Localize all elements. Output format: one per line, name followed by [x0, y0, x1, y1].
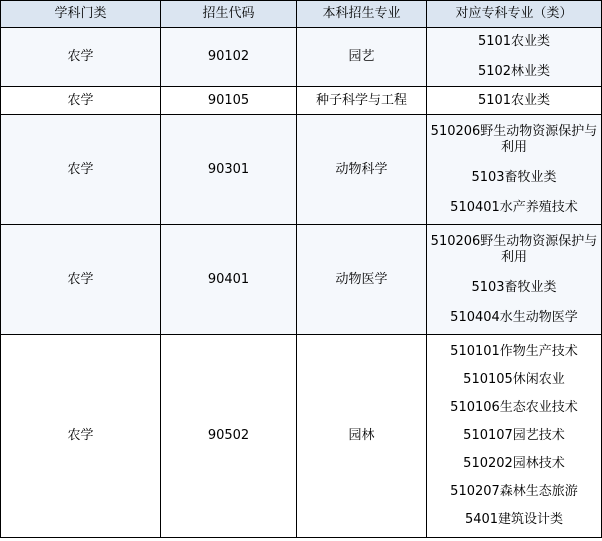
related-major-item: 510106生态农业技术 [450, 400, 578, 415]
header-row [1, 1, 602, 28]
code-cell: 90105 [161, 87, 297, 115]
table-row [1, 335, 602, 538]
related-majors-cell [427, 225, 602, 335]
table-row [1, 87, 602, 115]
related-major-item: 5101农业类 [477, 34, 551, 49]
major-cell: 动物科学 [297, 115, 427, 225]
category-cell: 农学 [1, 28, 161, 87]
header-category: 学科门类 [1, 1, 161, 28]
code-cell: 90102 [161, 28, 297, 87]
code-cell: 90502 [161, 335, 297, 538]
major-cell: 园艺 [297, 28, 427, 87]
category-cell: 农学 [1, 87, 161, 115]
related-major-item: 510401水产养殖技术 [450, 199, 578, 215]
related-majors-cell [427, 115, 602, 225]
related-major-item: 510101作物生产技术 [450, 344, 578, 359]
related-majors-cell [427, 87, 602, 115]
related-major-item: 510404水生动物医学 [450, 309, 578, 325]
category-cell: 农学 [1, 115, 161, 225]
major-cell: 动物医学 [297, 225, 427, 335]
table-row [1, 28, 602, 87]
related-major-item: 5103畜牧业类 [471, 169, 557, 185]
header-major: 本科招生专业 [297, 1, 427, 28]
major-cell: 园林 [297, 335, 427, 538]
header-code: 招生代码 [161, 1, 297, 28]
related-major-item: 5103畜牧业类 [471, 279, 557, 295]
related-major-item: 5401建筑设计类 [464, 512, 564, 527]
related-major-item: 510207森林生态旅游 [450, 484, 578, 499]
related-major-item: 510107园艺技术 [463, 428, 565, 443]
major-cell: 种子科学与工程 [297, 87, 427, 115]
related-major-item: 510206野生动物资源保护与利用 [430, 233, 598, 265]
related-major-item: 5102林业类 [477, 64, 551, 79]
category-cell: 农学 [1, 335, 161, 538]
table-row [1, 115, 602, 225]
related-major-item: 510206野生动物资源保护与利用 [430, 123, 598, 155]
related-major-item: 510105休闲农业 [463, 372, 565, 387]
category-cell: 农学 [1, 225, 161, 335]
related-majors-cell [427, 28, 602, 87]
related-major-item: 510202园林技术 [463, 456, 565, 471]
code-cell: 90401 [161, 225, 297, 335]
header-related-majors: 对应专科专业（类） [427, 1, 602, 28]
code-cell: 90301 [161, 115, 297, 225]
related-majors-cell [427, 335, 602, 538]
table-row [1, 225, 602, 335]
related-major-item: 5101农业类 [477, 92, 551, 108]
